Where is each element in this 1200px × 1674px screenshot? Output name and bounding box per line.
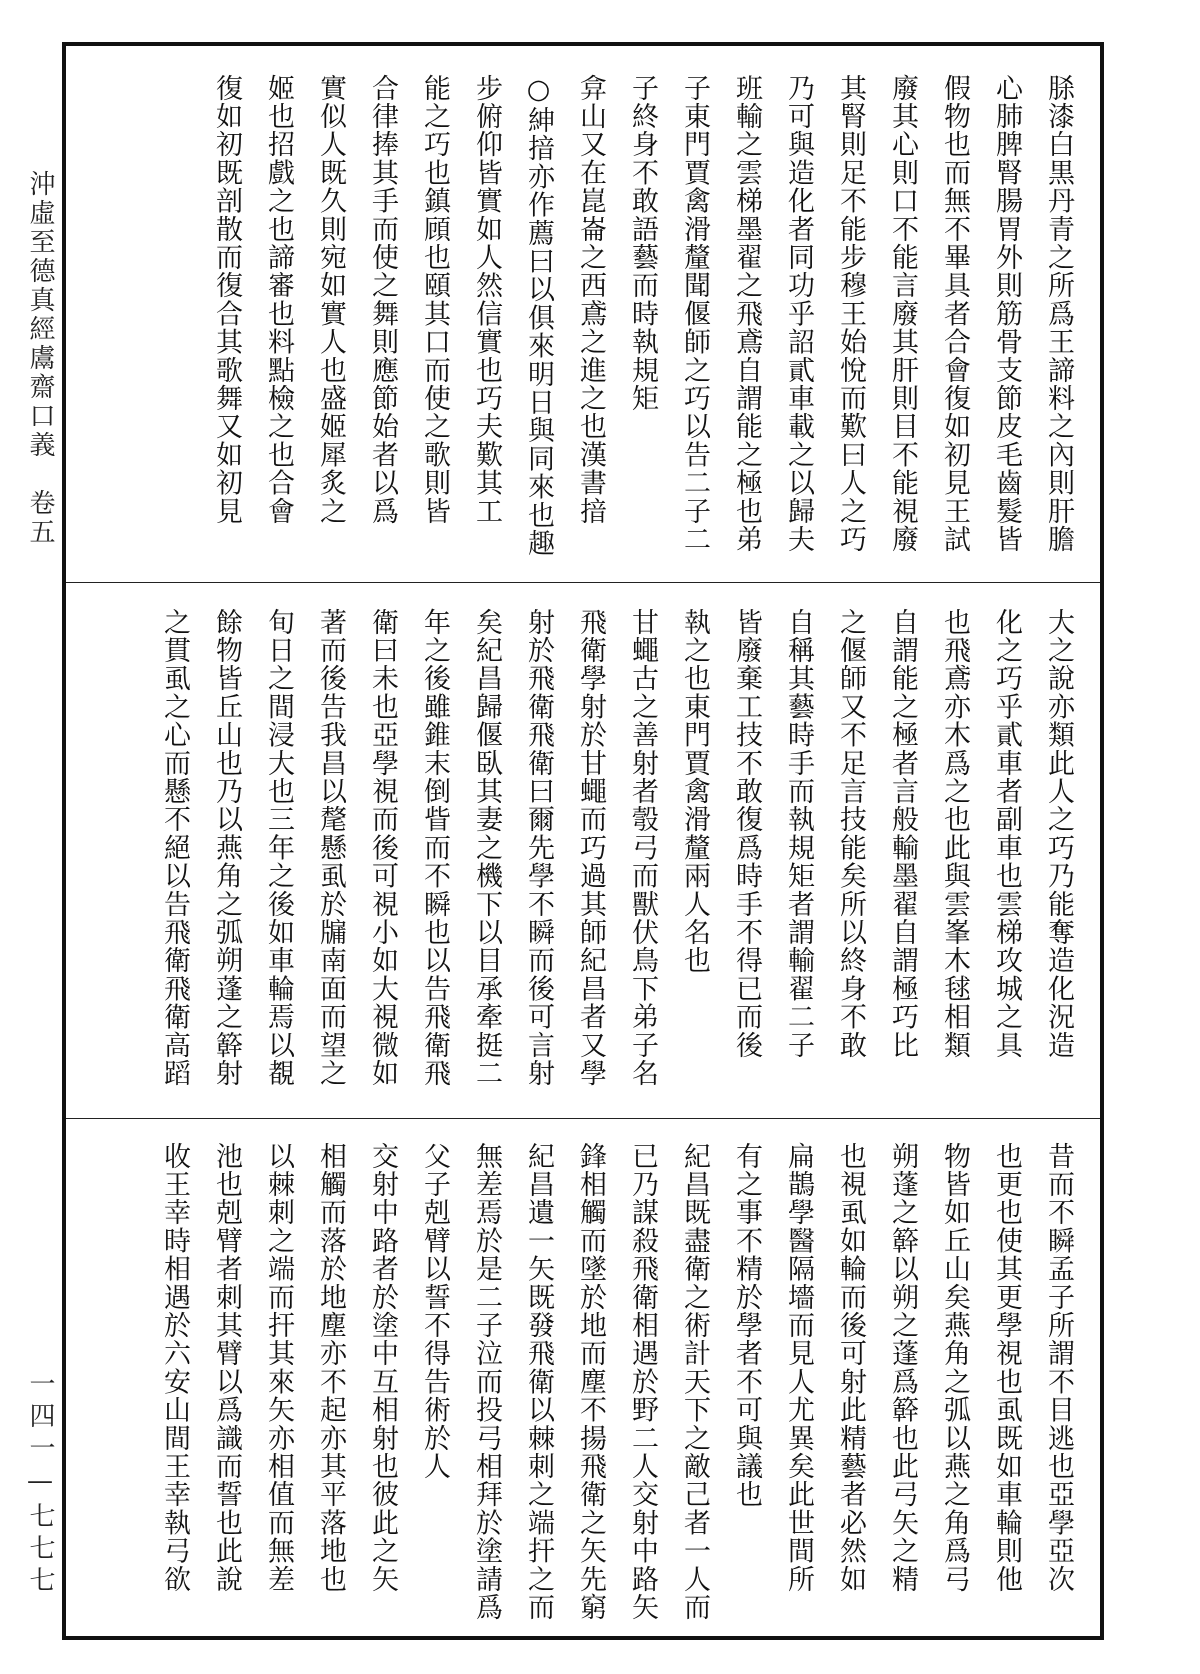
text-column: 紀昌遺一矢既發飛衛以棘刺之端扞之而: [523, 1142, 554, 1622]
text-column: 弇山又在崑崙之西鳶之進之也漢書揞: [575, 74, 606, 526]
text-column: 以棘刺之端而扞其來矢亦相值而無差: [263, 1142, 294, 1594]
text-column: 池也剋臂者刺其臂以爲識而誓也此說: [211, 1142, 242, 1594]
text-column: 收王幸時相遇於六安山間王幸執弓欲: [159, 1142, 190, 1594]
text-column: 年之後雖錐末倒眥而不瞬也以告飛衛飛: [419, 608, 450, 1088]
text-column: 朔蓬之簳以朔之蓬爲簳也此弓矢之精: [887, 1142, 918, 1594]
text-column: 有之事不精於學者不可與議也: [731, 1142, 762, 1509]
text-column: 皆廢棄工技不敢復爲時手不得已而後: [731, 608, 762, 1060]
text-column: 之貫虱之心而懸不絕以告飛衛飛衛高蹈: [159, 608, 190, 1088]
text-column: 餘物皆丘山也乃以燕角之弧朔蓬之簳射: [211, 608, 242, 1088]
text-column: 衛曰未也亞學視而後可視小如大視微如: [367, 608, 398, 1088]
text-column: 著而後告我昌以氂懸虱於牖南面而望之: [315, 608, 346, 1088]
text-column: ○紳揞亦作薦曰以俱來明日與同來也趣: [523, 74, 554, 558]
text-column: 乃可與造化者同功乎詔貳車載之以歸夫: [783, 74, 814, 554]
text-column: 化之巧乎貳車者副車也雲梯攻城之具: [991, 608, 1022, 1060]
text-column: 大之說亦類此人之巧乃能奪造化況造: [1043, 608, 1074, 1060]
text-column: 矣紀昌歸偃臥其妻之機下以目承牽挺二: [471, 608, 502, 1088]
text-column: 復如初既剖散而復合其歌舞又如初見: [211, 74, 242, 526]
text-column: 自謂能之極者言般輸墨翟自謂極巧比: [887, 608, 918, 1060]
text-column: 實似人既久則宛如實人也盛姬犀炙之: [315, 74, 346, 526]
text-column: 已乃謀殺飛衛相遇於野二人交射中路矢: [627, 1142, 658, 1622]
text-column: 也更也使其更學視也虱既如車輪則他: [991, 1142, 1022, 1594]
text-column: 也視虱如輪而後可射此精藝者必然如: [835, 1142, 866, 1594]
text-column: 執之也東門賈禽滑釐兩人名也: [679, 608, 710, 975]
text-band-middle: [82, 608, 1084, 1104]
text-column: 甘蠅古之善射者彀弓而獸伏鳥下弟子名: [627, 608, 658, 1088]
text-column: 無差焉於是二子泣而投弓相拜於塗請爲: [471, 1142, 502, 1622]
text-column: 班輸之雲梯墨翟之飛鳶自謂能之極也弟: [731, 74, 762, 554]
text-band-lower: [82, 1142, 1084, 1628]
text-column: 交射中路者於塗中互相射也彼此之矢: [367, 1142, 398, 1594]
text-column: 物皆如丘山矣燕角之弧以燕之角爲弓: [939, 1142, 970, 1594]
book-title-margin: 沖虛至德真經鬳齋口義 卷五: [25, 170, 55, 547]
text-column: 紀昌既盡衛之術計天下之敵己者一人而: [679, 1142, 710, 1622]
text-column: 昔而不瞬孟子所謂不目逃也亞學亞次: [1043, 1142, 1074, 1594]
text-column: 脎漆白黒丹青之所爲王諦料之內則肝膽: [1043, 74, 1074, 554]
text-column: 鋒相觸而墜於地而塵不揚飛衛之矢先窮: [575, 1142, 606, 1622]
band-divider: [66, 1118, 1100, 1119]
page-number-margin: 一四一—七七七: [25, 1370, 55, 1598]
text-band-upper: [82, 74, 1084, 570]
text-column: 能之巧也鎮頋也頤其口而使之歌則皆: [419, 74, 450, 526]
text-column: 也飛鳶亦木爲之也此與雲峯木毬相類: [939, 608, 970, 1060]
text-column: 子終身不敢語藝而時執規矩: [627, 74, 658, 413]
text-column: 飛衛學射於甘蠅而巧過其師紀昌者又學: [575, 608, 606, 1088]
text-column: 步俯仰皆實如人然信實也巧夫歎其工: [471, 74, 502, 526]
text-column: 之偃師又不足言技能矣所以終身不敢: [835, 608, 866, 1060]
text-column: 假物也而無不畢具者合會復如初見王試: [939, 74, 970, 554]
text-column: 自稱其藝時手而執規矩者謂輸翟二子: [783, 608, 814, 1060]
band-divider: [66, 582, 1100, 583]
text-column: 心肺脾腎腸胃外則筋骨支節皮毛齒髮皆: [991, 74, 1022, 554]
text-column: 旬日之間浸大也三年之後如車輪焉以覩: [263, 608, 294, 1088]
text-column: 射於飛衛飛衛曰爾先學不瞬而後可言射: [523, 608, 554, 1088]
text-column: 扁鵲學醫隔墻而見人尤異矣此世間所: [783, 1142, 814, 1594]
text-column: 子東門賈禽滑釐聞偃師之巧以告二子二: [679, 74, 710, 554]
text-column: 相觸而落於地塵亦不起亦其平落地也: [315, 1142, 346, 1594]
text-column: 廢其心則口不能言廢其肝則目不能視廢: [887, 74, 918, 554]
text-column: 合律捧其手而使之舞則應節始者以爲: [367, 74, 398, 526]
text-column: 父子剋臂以誓不得告術於人: [419, 1142, 450, 1481]
page-frame: [62, 42, 1104, 1640]
text-column: 姬也招戲之也諦審也料點檢之也合會: [263, 74, 294, 526]
text-column: 其腎則足不能步穆王始悅而歎曰人之巧: [835, 74, 866, 554]
